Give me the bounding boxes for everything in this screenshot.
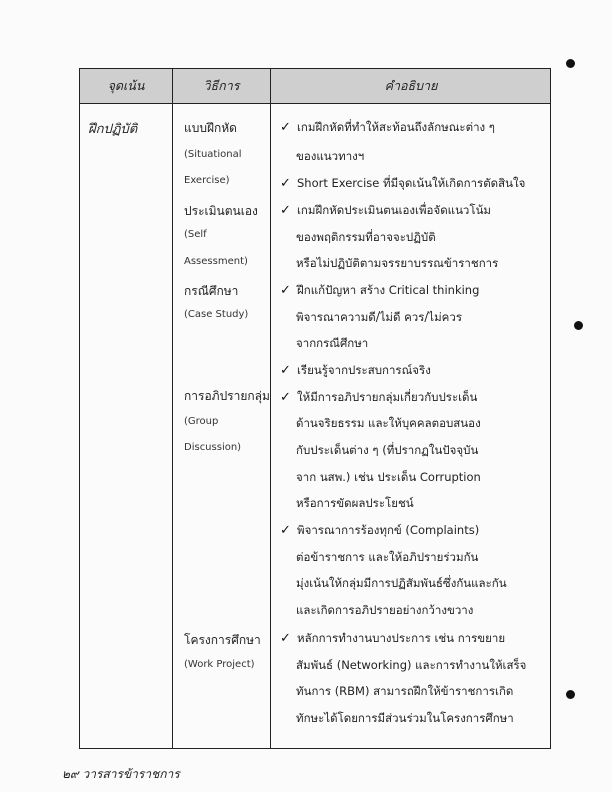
desc-line: ของพฤติกรรมที่อาจจะปฏิบัติ — [296, 230, 436, 244]
method-exercise-en2: Exercise) — [184, 175, 230, 186]
desc-line: ✓ เกมฝึกหัดประเมินตนเองเพื่อจัดแนวโน้ม — [280, 203, 492, 218]
check-icon: ✓ — [280, 631, 291, 646]
desc-line: ✓ หลักการทำงานบางประการ เช่น การขยาย — [280, 631, 506, 646]
focus-practice: ฝึกปฏิบัติ — [88, 122, 138, 137]
desc-line: ✓ ฝึกแก้ปัญหา สร้าง Critical thinking — [280, 283, 480, 298]
method-table — [79, 68, 551, 749]
check-icon: ✓ — [280, 390, 291, 405]
method-project-en1: (Work Project) — [184, 659, 255, 670]
check-icon: ✓ — [280, 283, 291, 298]
desc-line: ทันการ (RBM) สามารถฝึกให้ข้าราชการเกิด — [296, 684, 514, 698]
check-icon: ✓ — [280, 523, 291, 538]
method-case-en1: (Case Study) — [184, 309, 249, 320]
desc-line: และเกิดการอภิปรายอย่างกว้างขวาง — [296, 603, 474, 617]
desc-line: พิจารณาความดี/ไม่ดี ควร/ไม่ควร — [296, 310, 462, 324]
page-footer: ๒๙ วารสารข้าราชการ — [62, 767, 180, 781]
check-icon: ✓ — [280, 176, 291, 191]
method-exercise-th: แบบฝึกหัด — [184, 121, 237, 135]
method-project-th: โครงการศึกษา — [184, 633, 261, 647]
desc-line: ✓ ให้มีการอภิปรายกลุ่มเกี่ยวกับประเด็น — [280, 390, 478, 405]
method-case-th: กรณีศึกษา — [184, 284, 239, 298]
desc-line: ✓ พิจารณาการร้องทุกข์ (Complaints) — [280, 523, 480, 538]
desc-line: สัมพันธ์ (Networking) และการทำงานให้เสร็จ — [296, 658, 527, 672]
desc-line: ด้านจริยธรรม และให้บุคคลตอบสนอง — [296, 416, 481, 430]
method-group-en2: Discussion) — [184, 442, 242, 453]
desc-line: มุ่งเน้นให้กลุ่มมีการปฏิสัมพันธ์ซึ่งกันและกัน — [296, 576, 507, 590]
method-self-th: ประเมินตนเอง — [184, 204, 258, 218]
punch-hole-dot-bottom — [566, 690, 575, 699]
header-method: วิธีการ — [203, 78, 240, 93]
method-exercise-en1: (Situational — [184, 149, 242, 160]
check-icon: ✓ — [280, 363, 291, 378]
method-group-th: การอภิปรายกลุ่ม — [184, 389, 270, 403]
method-self-en1: (Self — [184, 229, 207, 240]
header-description: คำอธิบาย — [384, 78, 438, 93]
method-self-en2: Assessment) — [184, 256, 248, 267]
desc-line: ทักษะได้โดยการมีส่วนร่วมในโครงการศึกษา — [296, 711, 514, 725]
column-divider-2 — [270, 69, 271, 748]
punch-hole-dot-top — [566, 59, 575, 68]
desc-line: ✓ เกมฝึกหัดที่ทำให้สะท้อนถึงลักษณะต่าง ๆ — [280, 120, 495, 135]
desc-line: กับประเด็นต่าง ๆ (ที่ปรากฏในปัจจุบัน — [296, 443, 479, 457]
check-icon: ✓ — [280, 203, 291, 218]
desc-line: หรือไม่ปฏิบัติตามจรรยาบรรณข้าราชการ — [296, 256, 499, 270]
desc-line: จากกรณีศึกษา — [296, 336, 369, 350]
desc-line: จาก นสพ.) เช่น ประเด็น Corruption — [296, 470, 481, 484]
desc-line: ✓ เรียนรู้จากประสบการณ์จริง — [280, 363, 431, 378]
desc-line: หรือการขัดผลประโยชน์ — [296, 496, 414, 510]
column-divider-1 — [172, 69, 173, 748]
check-icon: ✓ — [280, 120, 291, 135]
desc-line: ของแนวทางฯ — [296, 149, 365, 163]
method-group-en1: (Group — [184, 416, 219, 427]
punch-hole-dot-mid — [574, 321, 583, 330]
desc-line: ต่อข้าราชการ และให้อภิปรายร่วมกัน — [296, 550, 479, 564]
desc-line: ✓ Short Exercise ที่มีจุดเน้นให้เกิดการตัดสินใจ — [280, 176, 526, 191]
header-focus: จุดเน้น — [107, 78, 145, 93]
